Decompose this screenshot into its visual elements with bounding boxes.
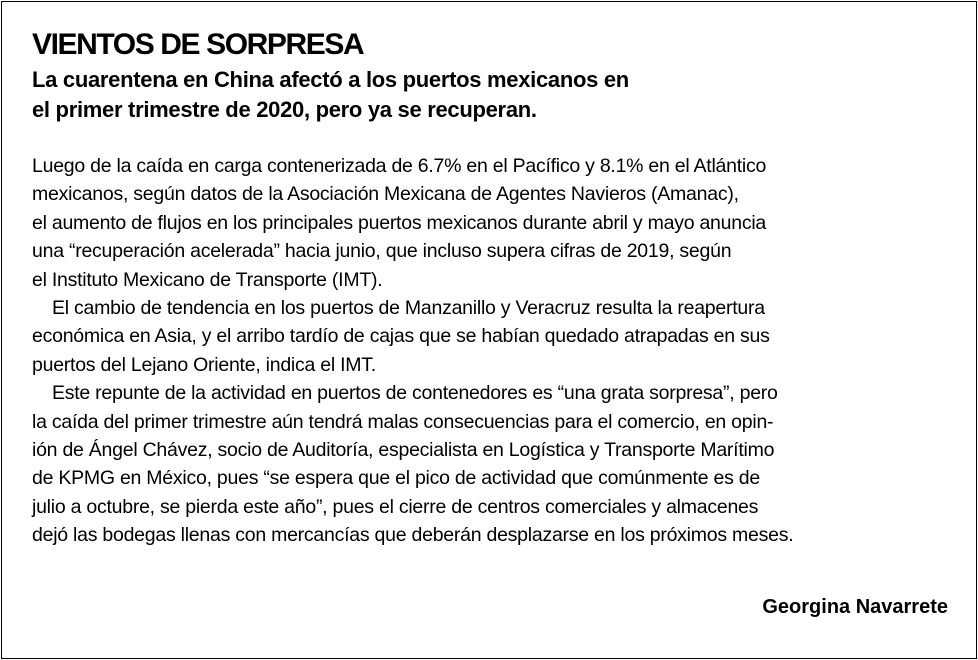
body-line: puertos del Lejano Oriente, indica el IMT.: [32, 353, 376, 376]
subheadline: [32, 65, 629, 125]
body-line: de KPMG en México, pues “se espera que el pico de actividad que comúnmente es de: [32, 467, 760, 490]
article-body: [32, 152, 793, 550]
body-line: una “recuperación acelerada” hacia junio, que incluso supera cifras de 2019, según: [32, 240, 732, 263]
headline: VIENTOS DE SORPRESA: [32, 28, 364, 61]
body-line: ión de Ángel Chávez, socio de Auditoría, especialista en Logística y Transporte Marítimo: [32, 439, 775, 462]
body-line: el Instituto Mexicano de Transporte (IMT).: [32, 268, 383, 291]
body-line: económica en Asia, y el arribo tardío de cajas que se habían quedado atrapadas en sus: [32, 325, 770, 348]
subheadline-line: el primer trimestre de 2020, pero ya se recuperan.: [32, 97, 537, 122]
body-line: dejó las bodegas llenas con mercancías que deberán desplazarse en los próximos meses.: [32, 524, 794, 547]
subheadline-line: La cuarentena en China afectó a los puertos mexicanos en: [32, 67, 629, 92]
body-line-indented: Este repunte de la actividad en puertos de contenedores es “una grata sorpresa”, pero: [52, 382, 778, 405]
body-line: el aumento de flujos en los principales puertos mexicanos durante abril y mayo anuncia: [32, 211, 767, 234]
byline: Georgina Navarrete: [762, 596, 948, 618]
body-line: mexicanos, según datos de la Asociación Mexicana de Agentes Navieros (Amanac),: [32, 183, 739, 206]
body-line: Luego de la caída en carga contenerizada de 6.7% en el Pacífico y 8.1% en el Atlántico: [32, 155, 767, 177]
body-line: la caída del primer trimestre aún tendrá malas consecuencias para el comercio, en opin-: [32, 410, 774, 433]
body-line: julio a octubre, se pierda este año”, pues el cierre de centros comerciales y almacenes: [32, 495, 759, 518]
article-box: [1, 1, 977, 659]
body-line-indented: El cambio de tendencia en los puertos de Manzanillo y Veracruz resulta la reapertura: [52, 297, 765, 320]
